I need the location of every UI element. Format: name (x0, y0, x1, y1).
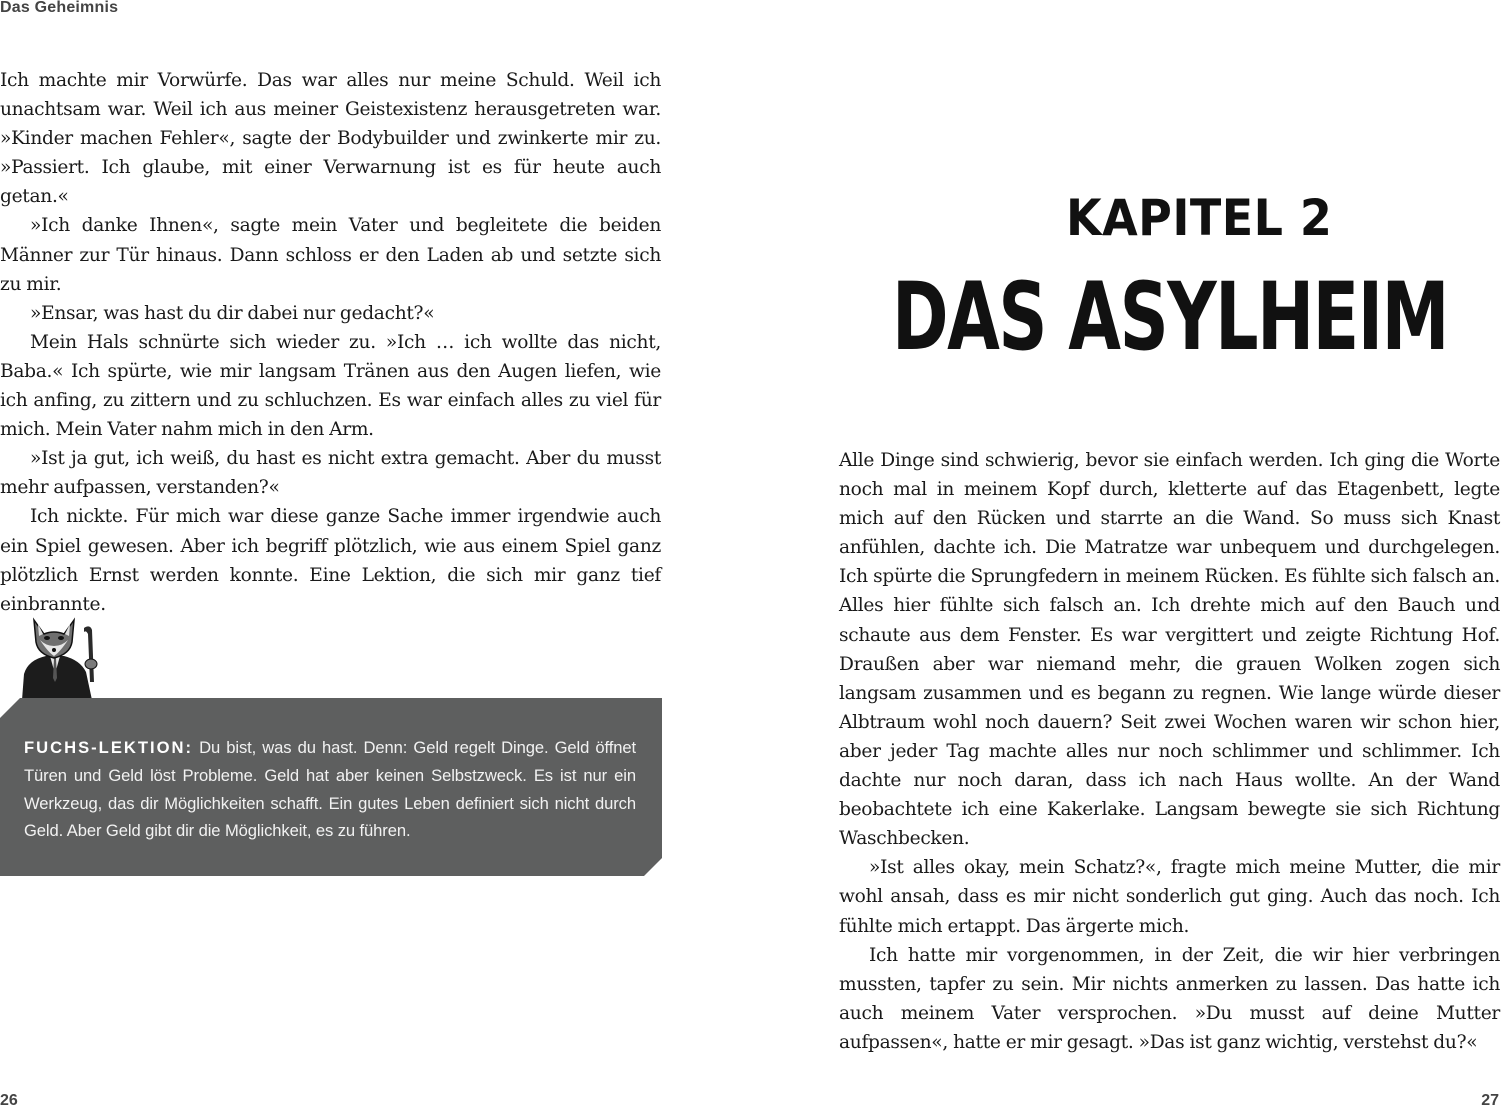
paragraph: »Ist ja gut, ich weiß, du hast es nicht extra gemacht. Aber du musst mehr aufpassen, verstanden?« (0, 448, 661, 499)
paragraph: Mein Hals schnürte sich wieder zu. »Ich … ich wollte das nicht, Baba.« Ich spürte, wie mir langsam Tränen aus den Augen liefen, wie ich anfing, zu zittern und zu schluchzen. Es war einfach alles zu viel für mich. Mein Vater nahm mich in den Arm. (0, 331, 661, 441)
chapter-title (890, 265, 1450, 375)
fox-icon (18, 612, 108, 702)
lesson-body: Du bist, was du hast. Denn: Geld regelt Dinge. Geld öffnet Türen und Geld löst Probleme. Geld hat aber keinen Selbstzweck. Es ist nur ein Werkzeug, das dir Möglichkeiten schafft. Ein gutes Leben definiert sich nicht durch Geld. Aber Geld gibt dir die Möglichkeit, es zu führen. (24, 738, 636, 841)
right-page-body (839, 446, 1500, 1057)
paragraph: Ich machte mir Vorwürfe. Das war alles nur meine Schuld. Weil ich unachtsam war. Weil ich aus meiner Geistexistenz herausgetreten war. »Kinder machen Fehler«, sagte der Bodybuilder und zwinkerte mir zu. »Passiert. Ich glaube, mit einer Verwarnung ist es für heute auch getan.« (0, 70, 661, 208)
lesson-label: FUCHS-LEKTION: (24, 738, 194, 757)
paragraph: »Ensar, was hast du dir dabei nur gedacht?« (30, 302, 435, 324)
running-header-title: Das Geheimnis (0, 0, 119, 16)
paragraph: Ich hatte mir vorgenommen, in der Zeit, die wir hier verbringen mussten, tapfer zu sein. Mir nichts anmerken zu lassen. Das hatte ich auch meinem Vater versprochen. »Du musst auf deine Mutter aufpassen«, hatte er mir gesagt. »Das ist ganz wichtig, verstehst du?« (839, 944, 1500, 1053)
lesson-text (24, 734, 636, 845)
chapter-number: KAPITEL 2 (1066, 189, 1333, 247)
paragraph: Alle Dinge sind schwierig, bevor sie einfach werden. Ich ging die Worte noch mal in meinem Kopf durch, kletterte auf das Etagenbett, legte mich auf den Rücken und starrte an die Wand. So muss sich Knast anfühlen, dachte ich. Die Matratze war unbequem und durchgelegen. Ich spürte die Sprungfedern in meinem Rücken. Es fühlte sich falsch an. Alles hier fühlte sich falsch an. Ich drehte mich auf den Bauch und schaute aus dem Fenster. Es war vergittert und zeigte Richtung Hof. Draußen aber war niemand mehr, die grauen Wolken zogen sich langsam zusammen und es begann zu regnen. Wie lange würde dieser Albtraum wohl noch dauern? Seit zwei Wochen waren wir schon hier, aber jeder Tag machte alles nur noch schlimmer und schlimmer. Ich dachte nur noch daran, dass ich nach Haus wollte. An der Wand beobachtete ich eine Kakerlake. Langsam bewegte sie sich Richtung Waschbecken. (839, 450, 1500, 850)
paragraph: »Ich danke Ihnen«, sagte mein Vater und begleitete die beiden Männer zur Tür hinaus. Dann schloss er den Laden ab und setzte sich zu mir. (0, 215, 661, 295)
chapter-title-text: DAS ASYLHEIM (892, 265, 1448, 372)
paragraph: »Ist alles okay, mein Schatz?«, fragte mich meine Mutter, die mir wohl ansah, dass es mir nicht sonderlich gut ging. Auch das noch. Ich fühlte mich ertappt. Das ärgerte mich. (839, 857, 1500, 937)
left-page-body (0, 66, 661, 619)
page-number-left: 26 (0, 1092, 18, 1109)
paragraph: Ich nickte. Für mich war diese ganze Sache immer irgendwie auch ein Spiel gewesen. Aber ich begriff plötzlich, wie aus einem Spiel ganz plötzlich Ernst werden konnte. Eine Lektion, die sich mir ganz tief einbrannte. (0, 506, 661, 615)
page-number-right: 27 (1481, 1092, 1499, 1109)
